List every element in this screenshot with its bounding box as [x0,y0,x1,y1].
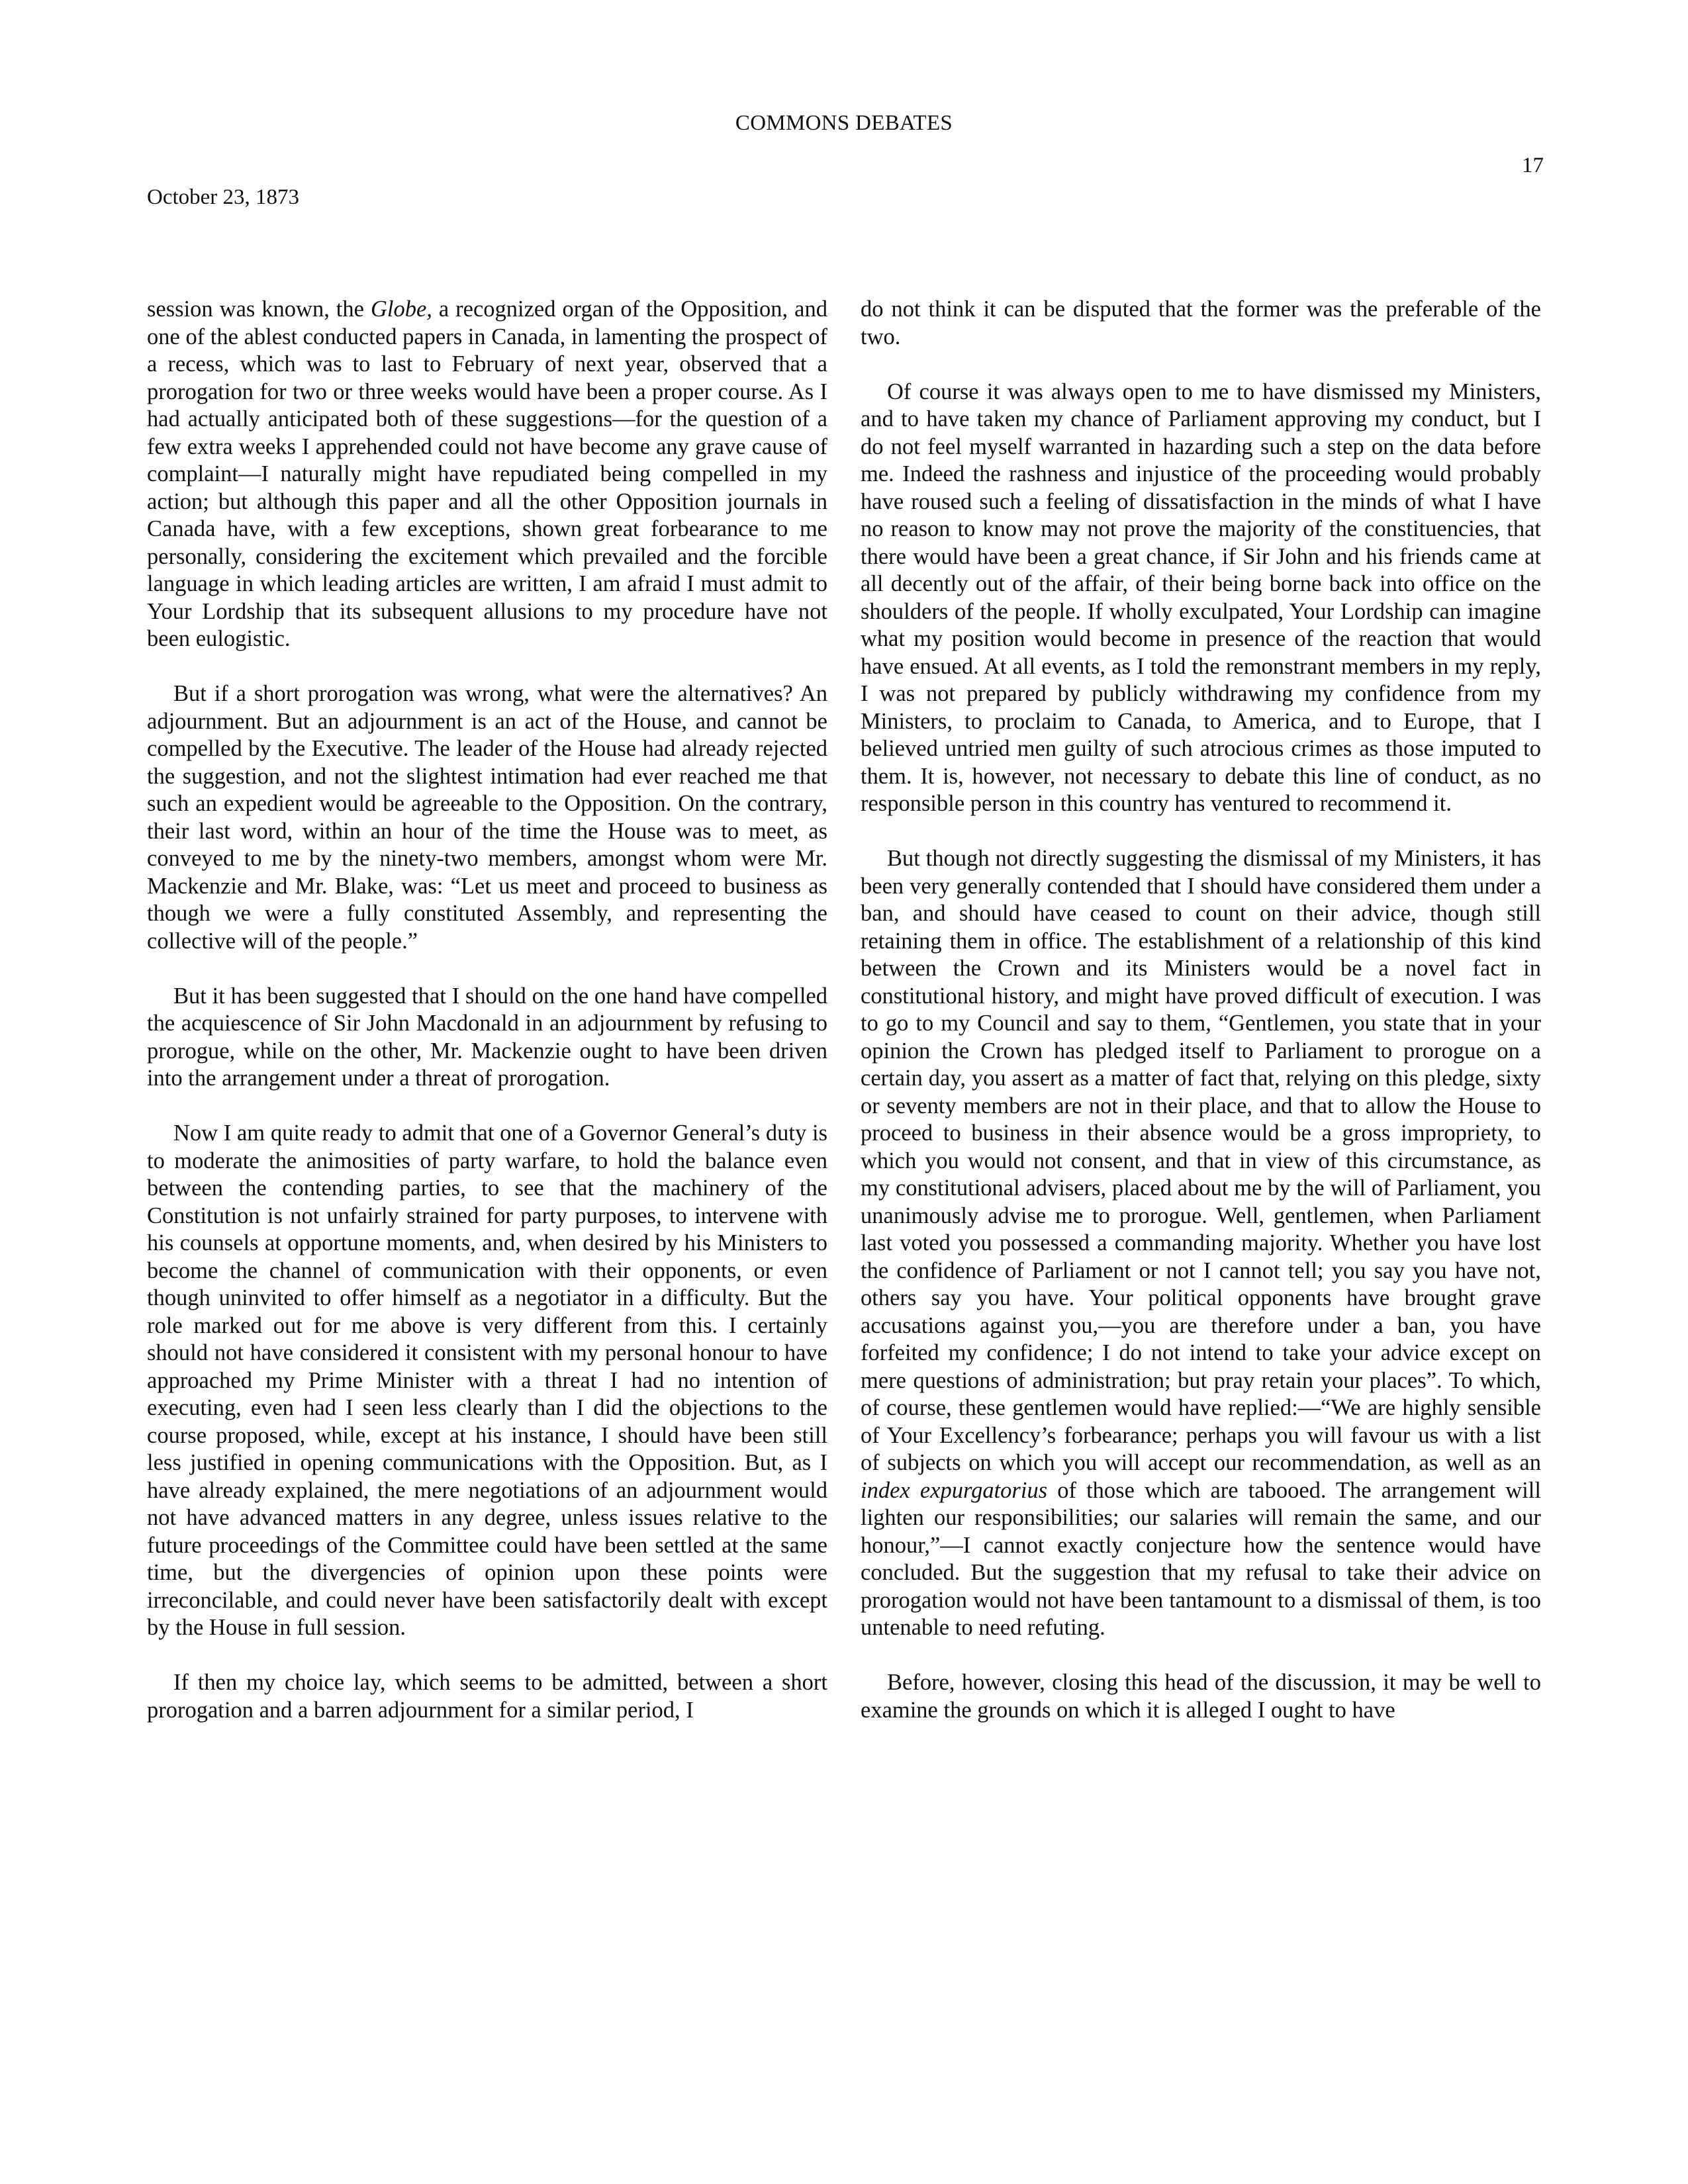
running-head: COMMONS DEBATES [735,111,953,135]
paragraph: do not think it can be disputed that the former was the preferable of the two. [861,296,1541,349]
page-number: 17 [1522,154,1544,177]
right-column [861,296,1541,1724]
left-column [147,296,827,1724]
paragraph: If then my choice lay, which seems to be admitted, between a short prorogation and a barren adjournment for a similar period, I [147,1670,827,1723]
paragraph: But if a short prorogation was wrong, what were the alternatives? An adjournment. But an adjournment is an act of the House, and cannot be compelled by the Executive. The leader of the House had already rejected the suggestion, and not the slightest intimation had ever reached me that such an expedient would be agreeable to the Opposition. On the contrary, their last word, within an hour of the time the House was to meet, as conveyed to me by the ninety-two members, amongst whom were Mr. Mackenzie and Mr. Blake, was: “Let us meet and proceed to business as though we were a fully constituted Assembly, and representing the collective will of the people.” [147,681,827,954]
paragraph: Now I am quite ready to admit that one of a Governor General’s duty is to moderate the animosities of party warfare, to hold the balance even between the contending parties, to see that the machinery of the Constitution is not unfairly strained for party purposes, to intervene with his counsels at opportune moments, and, when desired by his Ministers to become the channel of communication with their opponents, or even though uninvited to offer himself as a negotiator in a difficulty. But the role marked out for me above is very different from this. I certainly should not have considered it consistent with my personal honour to have approached my Prime Minister with a threat I had no intention of executing, even had I seen less clearly than I did the objections to the course proposed, while, except at his instance, I should have been still less justified in opening communications with the Opposition. But, as I have already explained, the mere negotiations of an adjournment would not have advanced matters in any degree, unless issues relative to the future proceedings of the Committee could have been settled at the same time, but the divergencies of opinion upon these points were irreconcilable, and could never have been satisfactorily dealt with except by the House in full session. [147,1120,827,1640]
issue-date: October 23, 1873 [147,185,300,209]
paragraph: But it has been suggested that I should on the one hand have compelled the acquiescence of Sir John Macdonald in an adjournment by refusing to prorogue, while on the other, Mr. Mackenzie ought to have been driven into the arrangement under a threat of prorogation. [147,983,827,1091]
paragraph: But though not directly suggesting the dismissal of my Ministers, it has been very generally contended that I should have considered them under a ban, and should have ceased to count on their advice, though still retaining them in office. The establishment of a relationship of this kind between the Crown and its Ministers would be a novel fact in constitutional history, and might have proved difficult of execution. I was to go to my Council and say to them, “Gentlemen, you state that in your opinion the Crown has pledged itself to Parliament to prorogue on a certain day, you assert as a matter of fact that, relying on this pledge, sixty or seventy members are not in their place, and that to allow the House to proceed to business in their absence would be a gross impropriety, to which you would not consent, and that in view of this circumstance, as my constitutional advisers, placed about me by the will of Parliament, you unanimously advise me to prorogue. Well, gentlemen, when Parliament last voted you possessed a commanding majority. Whether you have lost the confidence of Parliament or not I cannot tell; you say you have not, others say you have. Your political opponents have brought grave accusations against you,—you are therefore under a ban, you have forfeited my confidence; I do not intend to take your advice except on mere questions of administration; but pray retain your places”. To which, of course, these gentlemen would have replied:—“We are highly sensible of Your Excellency’s forbearance; perhaps you will favour us with a list of subjects on which you will accept our recommendation, as well as an index expurgatorius of those which are tabooed. The arrangement will lighten our responsibilities; our salaries will remain the same, and our honour,”—I cannot exactly conjecture how the sentence would have concluded. But the suggestion that my refusal to take their advice on prorogation would not have been tantamount to a dismissal of them, is too untenable to need refuting. [861,846,1541,1640]
paragraph: Before, however, closing this head of the discussion, it may be well to examine the grounds on which it is alleged I ought to have [861,1670,1541,1723]
paragraph: session was known, the Globe, a recognized organ of the Opposition, and one of the ablest conducted papers in Canada, in lamenting the prospect of a recess, which was to last to February of next year, observed that a prorogation for two or three weeks would have been a proper course. As I had actually anticipated both of these suggestions—for the question of a few extra weeks I apprehended could not have become any grave cause of complaint—I naturally might have repudiated being compelled in my action; but although this paper and all the other Opposition journals in Canada have, with a few exceptions, shown great forbearance to me personally, considering the excitement which prevailed and the forcible language in which leading articles are written, I am afraid I must admit to Your Lordship that its subsequent allusions to my procedure have not been eulogistic. [147,296,827,651]
paragraph: Of course it was always open to me to have dismissed my Ministers, and to have taken my chance of Parliament approving my conduct, but I do not feel myself warranted in hazarding such a step on the data before me. Indeed the rashness and injustice of the proceeding would probably have roused such a feeling of dissatisfaction in the minds of what I have no reason to know may not prove the majority of the constituencies, that there would have been a great chance, if Sir John and his friends came at all decently out of the affair, of their being borne back into office on the shoulders of the people. If wholly exculpated, Your Lordship can imagine what my position would become in presence of the reaction that would have ensued. At all events, as I told the remonstrant members in my reply, I was not prepared by publicly withdrawing my confidence from my Ministers, to proclaim to Canada, to America, and to Europe, that I believed untried men guilty of such atrocious crimes as those imputed to them. It is, however, not necessary to debate this line of conduct, as no responsible person in this country has ventured to recommend it. [861,379,1541,816]
